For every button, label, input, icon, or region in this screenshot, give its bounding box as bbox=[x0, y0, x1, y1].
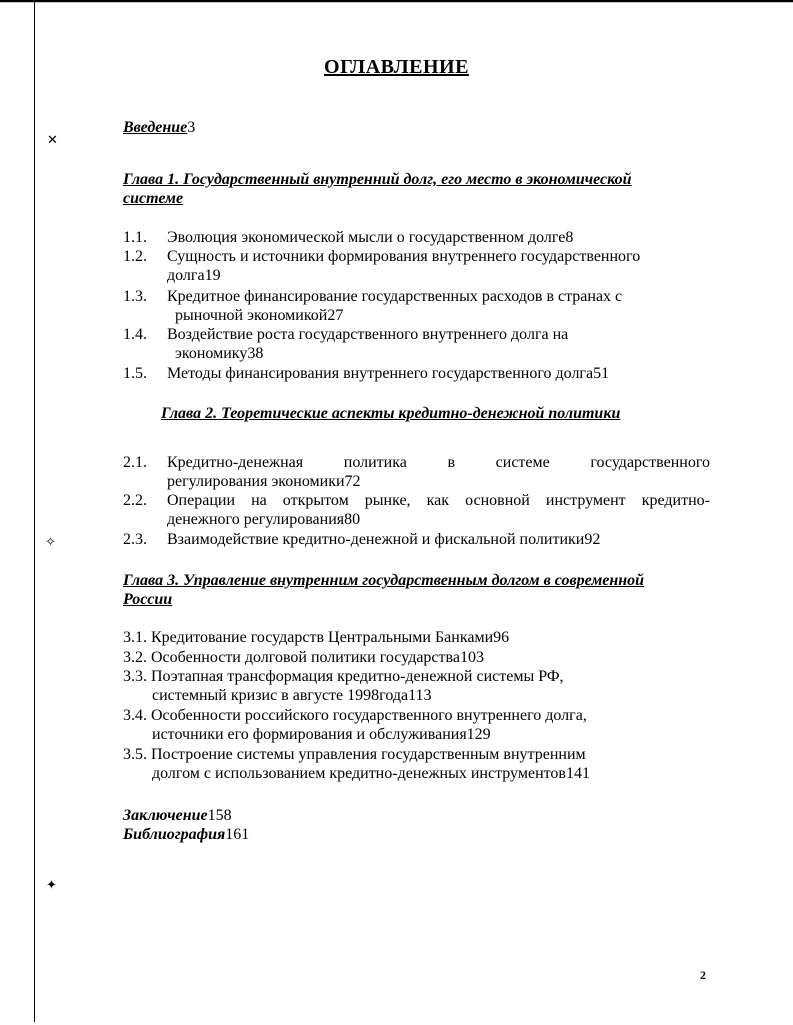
toc-page: 141 bbox=[565, 765, 590, 782]
toc-text: системный кризис в августе 1998года bbox=[152, 687, 409, 704]
toc-text: экономику bbox=[175, 345, 248, 362]
toc-number: 1.3. bbox=[123, 288, 147, 305]
toc-text: Кредитное финансирование государственных расходов в странах с bbox=[167, 288, 623, 305]
toc-entry-1-4[interactable] bbox=[123, 325, 568, 344]
scan-mark-icon: ✕ bbox=[47, 133, 58, 148]
toc-text: Особенности российского государственного внутреннего долга, bbox=[151, 707, 587, 724]
toc-entry-3-4-cont[interactable] bbox=[152, 725, 707, 744]
toc-text: источники его формирования и обслуживания bbox=[152, 726, 467, 743]
toc-text: Эволюция экономической мысли о государственном долге bbox=[167, 229, 566, 246]
toc-text: Методы финансирования внутреннего государственного долга bbox=[167, 365, 594, 382]
toc-text: долгом с использованием кредитно-денежных инструментов bbox=[152, 765, 566, 782]
toc-page: 51 bbox=[593, 365, 610, 382]
toc-page: 96 bbox=[493, 629, 510, 646]
toc-number: 2.2. bbox=[123, 492, 147, 509]
toc-entry-1-5[interactable] bbox=[123, 364, 697, 383]
left-border bbox=[34, 2, 35, 1022]
page-title: ОГЛАВЛЕНИЕ bbox=[324, 56, 469, 78]
toc-entry-1-4-cont[interactable] bbox=[175, 344, 697, 363]
toc-number: 3.1. bbox=[123, 629, 147, 646]
toc-text: Воздействие роста государственного внутреннего долга на bbox=[167, 326, 569, 343]
toc-entry-2-3[interactable] bbox=[123, 530, 704, 549]
chapter2-title[interactable]: Глава 2. Теоретические аспекты кредитно-денежной политики bbox=[161, 405, 621, 422]
toc-entry-3-4[interactable] bbox=[123, 706, 587, 725]
toc-number: 1.1. bbox=[123, 229, 147, 246]
toc-page: 92 bbox=[584, 531, 601, 548]
chapter3-title[interactable]: Глава 3. Управление внутренним государственным долгом в современной bbox=[123, 572, 645, 589]
toc-number: 1.2. bbox=[123, 248, 147, 265]
toc-text: Поэтапная трансформация кредитно-денежной системы РФ, bbox=[151, 668, 564, 685]
toc-number: 3.5. bbox=[123, 746, 147, 763]
toc-entry-label: Введение bbox=[123, 119, 188, 136]
chapter1-title-cont[interactable]: системе bbox=[123, 190, 184, 207]
toc-entry-bibliography[interactable] bbox=[123, 825, 707, 844]
toc-entry-1-3-cont[interactable] bbox=[175, 306, 697, 325]
toc-page: 113 bbox=[408, 687, 432, 704]
toc-page: 103 bbox=[459, 649, 484, 666]
toc-number: 3.2. bbox=[123, 649, 147, 666]
toc-text: долга bbox=[167, 267, 205, 284]
toc-entry-2-1[interactable] bbox=[123, 453, 710, 472]
toc-page: 72 bbox=[344, 473, 361, 490]
toc-entry-label: Заключение bbox=[123, 807, 208, 824]
toc-entry-3-5-cont[interactable] bbox=[152, 764, 707, 783]
toc-entry-1-3[interactable] bbox=[123, 287, 622, 306]
toc-page: 158 bbox=[207, 807, 232, 824]
toc-text: Кредитно-денежная политика в системе государственного bbox=[167, 454, 710, 471]
toc-entry-2-2-cont[interactable] bbox=[167, 510, 704, 529]
toc-number: 3.4. bbox=[123, 707, 147, 724]
toc-number: 2.3. bbox=[123, 531, 147, 548]
toc-page: 3 bbox=[187, 119, 196, 136]
toc-entry-2-2[interactable] bbox=[123, 491, 710, 510]
toc-text: рыночной экономикой bbox=[175, 307, 328, 324]
toc-entry-conclusion[interactable] bbox=[123, 806, 707, 825]
toc-number: 3.3. bbox=[123, 668, 147, 685]
scan-mark-icon: ✧ bbox=[45, 535, 56, 550]
toc-entry-2-1-cont[interactable] bbox=[167, 472, 704, 491]
scan-mark-icon: ✦ bbox=[46, 878, 57, 893]
toc-page: 161 bbox=[225, 826, 250, 843]
toc-number: 1.5. bbox=[123, 365, 147, 382]
chapter1-title[interactable]: Глава 1. Государственный внутренний долг, его место в экономической bbox=[123, 171, 632, 188]
toc-entry-3-3[interactable] bbox=[123, 667, 564, 686]
toc-text: Взаимодействие кредитно-денежной и фискальной политики bbox=[167, 531, 585, 548]
toc-page: 129 bbox=[466, 726, 491, 743]
toc-text: Особенности долговой политики государства bbox=[151, 649, 460, 666]
toc-page: 80 bbox=[344, 511, 361, 528]
toc-entry-label: Библиография bbox=[123, 826, 226, 843]
chapter3-title-cont[interactable]: России bbox=[123, 591, 173, 608]
page-number: 2 bbox=[700, 968, 706, 982]
toc-number: 2.1. bbox=[123, 454, 147, 471]
toc-entry-1-2-cont[interactable] bbox=[167, 266, 695, 285]
toc-text: Операции на открытом рынке, как основной инструмент кредитно- bbox=[167, 492, 710, 509]
toc-entry-3-2[interactable] bbox=[123, 648, 707, 667]
toc-text: денежного регулирования bbox=[167, 511, 345, 528]
toc-page: 8 bbox=[565, 229, 574, 246]
toc-page: 38 bbox=[247, 345, 264, 362]
toc-text: Сущность и источники формирования внутреннего государственного bbox=[167, 248, 641, 265]
toc-text: регулирования экономики bbox=[167, 473, 345, 490]
toc-text: Кредитование государств Центральными Банками bbox=[151, 629, 494, 646]
top-border-shadow bbox=[0, 2, 793, 3]
toc-entry-3-3-cont[interactable] bbox=[152, 686, 707, 705]
toc-page: 19 bbox=[204, 267, 221, 284]
toc-entry-3-1[interactable] bbox=[123, 628, 707, 647]
toc-page: 27 bbox=[327, 307, 344, 324]
toc-entry-3-5[interactable] bbox=[123, 745, 586, 764]
toc-entry-1-2[interactable] bbox=[123, 247, 710, 266]
toc-entry-intro[interactable] bbox=[123, 118, 685, 137]
toc-number: 1.4. bbox=[123, 326, 147, 343]
toc-entry-1-1[interactable] bbox=[123, 228, 690, 247]
toc-text: Построение системы управления государственным внутренним bbox=[151, 746, 586, 763]
